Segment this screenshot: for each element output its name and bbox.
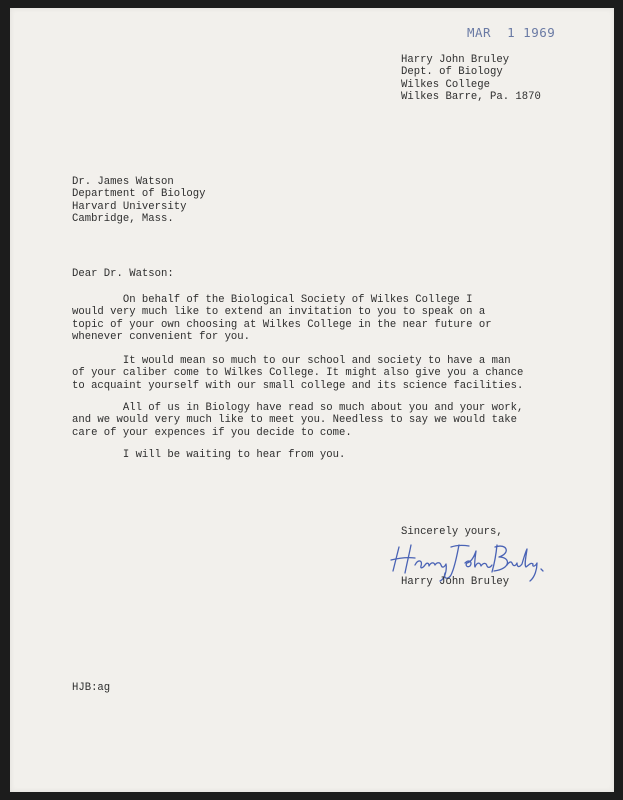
- salutation: Dear Dr. Watson:: [72, 268, 174, 280]
- paragraph-line: topic of your own choosing at Wilkes College in the near future or: [72, 318, 492, 331]
- sender-line-name: Harry John Bruley: [401, 54, 510, 66]
- body-paragraph-1: [72, 294, 492, 344]
- paragraph-line: would very much like to extend an invitation to you to speak on a: [72, 306, 486, 319]
- body-paragraph-3: [72, 402, 523, 439]
- paragraph-line: I will be waiting to hear from you.: [72, 449, 346, 461]
- paragraph-line: and we would very much like to meet you. Needless to say we would take: [72, 414, 518, 427]
- received-date-stamp: MAR 1 1969: [467, 25, 556, 40]
- sender-line-dept: Dept. of Biology: [401, 66, 503, 79]
- recipient-line-university: Harvard University: [72, 200, 187, 213]
- paragraph-line: It would mean so much to our school and society to have a man: [72, 355, 511, 367]
- body-paragraph-4: [72, 449, 345, 461]
- paragraph-line: to acquaint yourself with our small college and its science facilities.: [72, 379, 524, 392]
- sender-line-college: Wilkes College: [401, 78, 491, 91]
- recipient-line-name: Dr. James Watson: [72, 176, 174, 188]
- letter-page: [10, 8, 614, 792]
- paragraph-line: All of us in Biology have read so much about you and your work,: [72, 402, 524, 414]
- body-paragraph-2: [72, 355, 523, 392]
- typed-signature-name: Harry John Bruley: [401, 576, 510, 588]
- paragraph-line: care of your expences if you decide to come.: [72, 426, 352, 439]
- sender-line-city: Wilkes Barre, Pa. 1870: [401, 91, 541, 104]
- recipient-address: [72, 176, 206, 226]
- paragraph-line: On behalf of the Biological Society of Wilkes College I: [72, 294, 473, 306]
- recipient-line-city: Cambridge, Mass.: [72, 213, 174, 226]
- typist-initials: HJB:ag: [72, 682, 111, 694]
- sender-address: [401, 54, 541, 104]
- paragraph-line: whenever convenient for you.: [72, 331, 251, 344]
- recipient-line-dept: Department of Biology: [72, 188, 206, 201]
- paragraph-line: of your caliber come to Wilkes College. It might also give you a chance: [72, 367, 524, 380]
- closing: Sincerely yours,: [401, 526, 503, 538]
